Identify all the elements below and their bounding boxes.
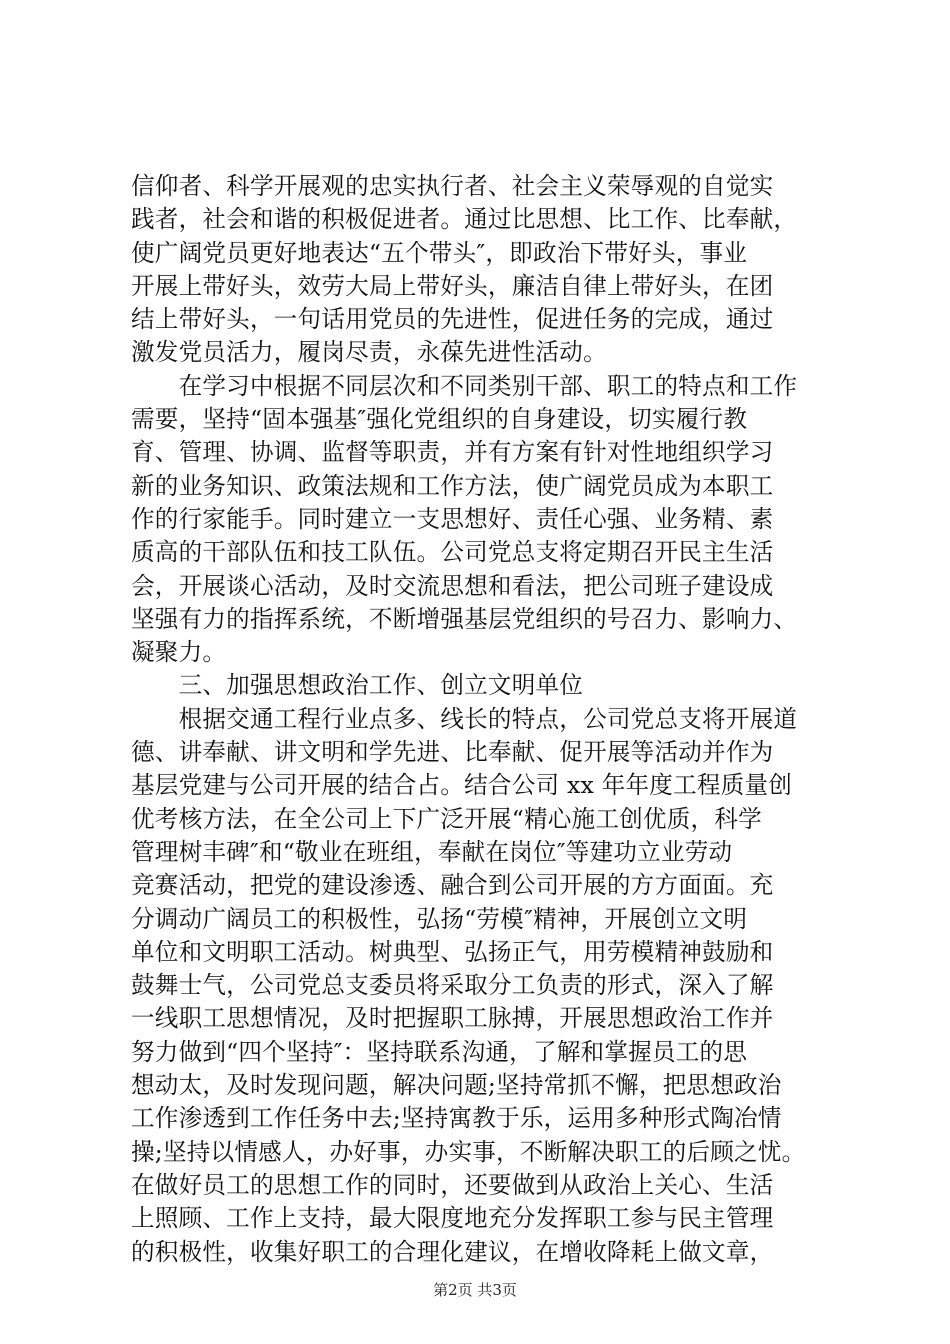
text-line: 质高的干部队伍和技工队伍。公司党总支将定期召开民主生活 [131, 538, 774, 567]
body-text [131, 170, 831, 1269]
text-line: 凝聚力。 [131, 638, 227, 667]
text-line: 基层党建与公司开展的结合占。结合公司 xx 年年度工程质量创 [131, 771, 793, 800]
text-line: 努力做到“四个坚持″：坚持联系沟通，了解和掌握员工的思 [131, 1037, 748, 1066]
text-line: 会，开展谈心活动，及时交流思想和看法，把公司班子建设成 [131, 571, 774, 600]
text-line: 上照顾、工作上支持，最大限度地充分发挥职工参与民主管理 [131, 1204, 774, 1233]
text-line: 在学习中根据不同层次和不同类别干部、职工的特点和工作 [131, 371, 798, 400]
text-line: 信仰者、科学开展观的忠实执行者、社会主义荣辱观的自觉实 [131, 172, 774, 200]
text-line: 管理树丰碑″和“敬业在班组，奉献在岗位″等建功立业劳动 [131, 837, 733, 866]
section-heading: 三、加强思想政治工作、创立文明单位 [131, 671, 584, 700]
text-line: 作的行家能手。同时建立一支思想好、责任心强、业务精、素 [131, 504, 774, 533]
text-line: 在做好员工的思想工作的同时，还要做到从政治上关心、生活 [131, 1170, 774, 1199]
page-footer: 第2页 共3页 [433, 1281, 517, 1299]
text-line: 育、管理、协调、监督等职责，并有方案有针对性地组织学习 [131, 438, 774, 467]
text-line: 分调动广阔员工的积极性，弘扬“劳模″精神，开展创立文明 [131, 904, 748, 933]
text-line: 竞赛活动，把党的建设渗透、融合到公司开展的方方面面。充 [131, 871, 774, 900]
text-line: 开展上带好头，效劳大局上带好头，廉洁自律上带好头，在团 [131, 271, 774, 300]
text-line: 德、讲奉献、讲文明和学先进、比奉献、促开展等活动并作为 [131, 738, 774, 767]
text-line: 优考核方法，在全公司上下广泛开展“精心施工创优质，科学 [131, 804, 762, 833]
text-line: 鼓舞士气，公司党总支委员将采取分工负责的形式，深入了解 [131, 971, 774, 1000]
text-line: 践者，社会和谐的积极促进者。通过比思想、比工作、比奉献， [131, 205, 798, 234]
text-line: 需要，坚持“固本强基″强化党组织的自身建设，切实履行教 [131, 405, 748, 434]
text-line: 工作渗透到工作任务中去;坚持寓教于乐，运用多种形式陶冶情 [131, 1104, 782, 1133]
text-line: 想动太，及时发现问题，解决问题;坚持常抓不懈，把思想政治 [131, 1071, 782, 1100]
text-line: 的积极性，收集好职工的合理化建议，在增收降耗上做文章， [131, 1237, 774, 1266]
text-line: 根据交通工程行业点多、线长的特点，公司党总支将开展道 [131, 704, 798, 733]
text-line: 结上带好头，一句话用党员的先进性，促进任务的完成，通过 [131, 305, 774, 334]
text-line: 操;坚持以情感人，办好事，办实事，不断解决职工的后顾之忧。 [131, 1137, 806, 1166]
text-line: 一线职工思想情况，及时把握职工脉搏，开展思想政治工作并 [131, 1004, 774, 1033]
text-line: 新的业务知识、政策法规和工作方法，使广阔党员成为本职工 [131, 471, 774, 500]
text-line: 单位和文明职工活动。树典型、弘扬正气，用劳模精神鼓励和 [131, 937, 774, 966]
text-line: 激发党员活力，履岗尽责，永葆先进性活动。 [131, 338, 607, 367]
text-line: 坚强有力的指挥系统，不断增强基层党组织的号召力、影响力、 [131, 604, 798, 633]
text-line: 使广阔党员更好地表达“五个带头″，即政治下带好头，事业 [131, 238, 748, 267]
